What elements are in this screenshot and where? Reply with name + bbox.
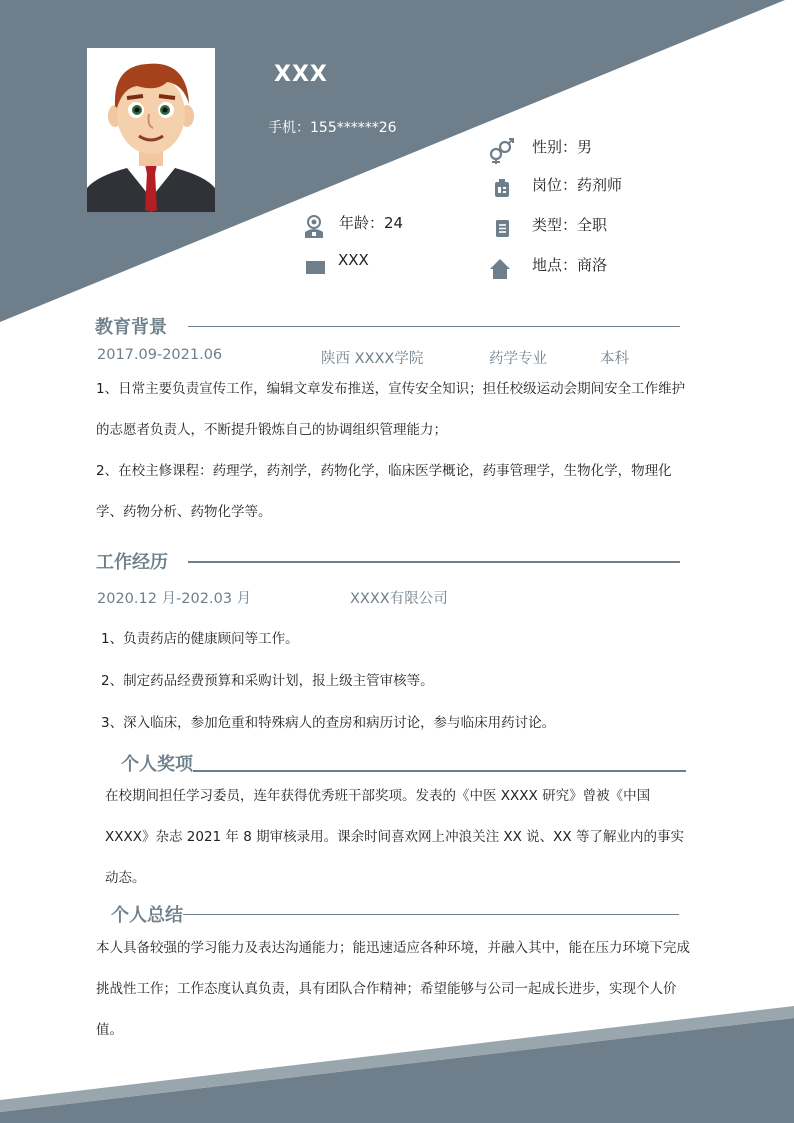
education-period: 2017.09-2021.06 — [97, 347, 223, 363]
gender-icon — [488, 138, 514, 164]
phone-number: 手机：155******26 — [268, 120, 397, 136]
education-description-2: 2、在校主修课程：药理学，药剂学，药物化学，临床医学概论，药事管理学，生物化学，物理化学、药物分析、药物化学等。 — [96, 463, 672, 520]
home-icon — [488, 257, 512, 281]
summary-divider — [183, 914, 679, 915]
education-divider — [188, 326, 680, 327]
document-icon — [492, 218, 514, 240]
gender-text: 性别：男 — [532, 138, 593, 156]
summary-title: 个人总结 — [111, 905, 183, 926]
education-title: 教育背景 — [95, 317, 167, 338]
work-period: 2020.12 月-202.03 月 — [97, 591, 252, 607]
education-school: 陕西 XXXX学院 — [321, 351, 424, 367]
email-text: XXX — [338, 251, 369, 269]
work-title: 工作经历 — [96, 552, 168, 573]
mail-icon — [305, 257, 327, 279]
awards-title: 个人奖项 — [121, 754, 193, 775]
education-major: 药学专业 — [489, 351, 547, 367]
work-company: XXXX有限公司 — [350, 591, 448, 607]
education-degree: 本科 — [600, 351, 629, 367]
age-text: 年龄：24 — [339, 214, 404, 232]
avatar — [87, 48, 215, 212]
work-item: 3、深入临床，参加危重和特殊病人的查房和病历讨论，参与临床用药讨论。 — [101, 715, 556, 731]
work-item: 2、制定药品经费预算和采购计划，报上级主管审核等。 — [101, 673, 434, 689]
awards-divider — [193, 770, 686, 772]
person-icon — [303, 214, 327, 238]
location-text: 地点：商洛 — [532, 256, 608, 274]
work-divider — [188, 561, 680, 563]
work-item: 1、负责药店的健康顾问等工作。 — [101, 631, 299, 647]
applicant-name: XXX — [274, 62, 328, 87]
summary-text: 本人具备较强的学习能力及表达沟通能力；能迅速适应各种环境，并融入其中，能在压力环境下完成挑战性工作；工作态度认真负责，具有团队合作精神；希望能够与公司一起成长进步，实现个人价值。 — [96, 940, 690, 1038]
type-text: 类型：全职 — [532, 216, 608, 234]
position-text: 岗位：药剂师 — [532, 176, 623, 194]
awards-text: 在校期间担任学习委员，连年获得优秀班干部奖项。发表的《中医 XXXX 研究》曾被《中国 XXXX》杂志 2021 年 8 期审核录用。课余时间喜欢网上冲浪关注 XX 说、XX 等了解业内的事实动态。 — [105, 788, 684, 886]
badge-icon — [492, 178, 514, 200]
education-description-1: 1、日常主要负责宣传工作，编辑文章发布推送，宣传安全知识；担任校级运动会期间安全工作维护的志愿者负责人，不断提升锻炼自己的协调组织管理能力； — [96, 381, 686, 438]
